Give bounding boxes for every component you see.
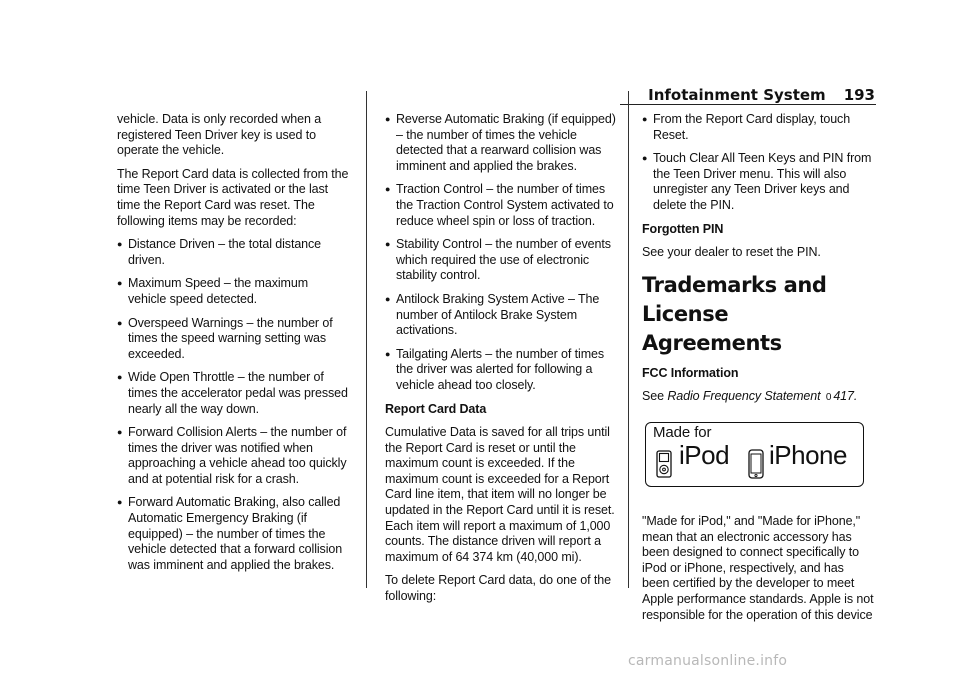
paragraph: Cumulative Data is saved for all trips until the Report Card is reset or until the maximum count is exceeded. If the maximum count is exceeded for a Report Card line item, that item will no longer be updated in the Report Card until it is reset. Each item will report a maximum of 1,000 counts. The distance driven will report a maximum of 64 374 km (40,000 mi). — [385, 425, 615, 564]
bullet-icon: ● — [117, 497, 123, 508]
bullet-icon: ● — [117, 427, 123, 438]
list-item: ● Stability Control – the number of events which required the use of electronic stability control. — [385, 237, 611, 283]
bullet-icon: ● — [117, 372, 123, 383]
paragraph: To delete Report Card data, do one of the following: — [385, 573, 611, 604]
bullet-icon: ● — [117, 278, 123, 289]
paragraph: vehicle. Data is only recorded when a registered Teen Driver key is used to operate the vehicle. — [117, 112, 322, 158]
list-item: ● Forward Collision Alerts – the number of times the driver was notified when approaching a vehicle ahead too quickly and at potential risk for a crash. — [117, 425, 347, 486]
recorded-items-list — [117, 237, 349, 573]
list-item: ● Touch Clear All Teen Keys and PIN from the Teen Driver menu. This will also unregister any Teen Driver keys and delete the PIN. — [642, 151, 872, 212]
list-item: ● From the Report Card display, touch Reset. — [642, 112, 851, 142]
bullet-icon: ● — [117, 239, 123, 250]
bullet-icon: ● — [385, 348, 391, 359]
bullet-icon: ● — [385, 293, 391, 304]
list-item: ● Tailgating Alerts – the number of times the driver was alerted for following a vehicle ahead too closely. — [385, 346, 605, 392]
column-3 — [642, 112, 874, 631]
column-1 — [117, 112, 349, 581]
page-header — [620, 84, 875, 106]
subheading-report-card-data: Report Card Data — [385, 401, 487, 416]
header-rule — [620, 104, 876, 105]
page-reference-number[interactable]: 417. — [833, 389, 858, 404]
list-item: ● Reverse Automatic Braking (if equipped) – the number of times the vehicle detected that a rearward collision was imminent and applied the brakes. — [385, 112, 616, 173]
logo-ipod-text: iPod — [679, 439, 730, 470]
section-heading: Trademarks and License Agreements — [642, 272, 827, 355]
page-reference-icon: 0 — [825, 392, 832, 404]
list-item: ● Wide Open Throttle – the number of times the accelerator pedal was pressed nearly all the way down. — [117, 370, 348, 416]
subheading-forgotten-pin: Forgotten PIN — [642, 221, 724, 236]
list-item: ● Antilock Braking System Active – The number of Antilock Brake System activations. — [385, 291, 600, 338]
logo-iphone-text: iPhone — [769, 439, 847, 470]
list-item: ● Overspeed Warnings – the number of times the speed warning setting was exceeded. — [117, 315, 333, 361]
section-title: Infotainment System — [648, 86, 826, 104]
bullet-icon: ● — [642, 153, 648, 164]
list-item: ● Forward Automatic Braking, also called Automatic Emergency Braking (if equipped) – the number of times the vehicle detected that a forward collision was imminent and applied the brakes. — [117, 495, 343, 572]
fcc-reference — [642, 389, 874, 406]
bullet-icon: ● — [117, 317, 123, 328]
watermark: carmanualsonline.info — [628, 653, 788, 669]
delete-options-list — [642, 112, 874, 214]
bullet-icon: ● — [642, 114, 648, 124]
made-for-ipod-iphone-logo — [645, 422, 864, 487]
ipod-device-icon — [656, 450, 672, 478]
logo-made-for-text: Made for — [653, 423, 712, 441]
bullet-icon: ● — [385, 184, 391, 195]
bullet-icon: ● — [385, 114, 391, 124]
column-divider-right — [628, 91, 629, 588]
subheading-fcc-information: FCC Information — [642, 365, 739, 380]
list-item: ● Maximum Speed – the maximum vehicle speed detected. — [117, 276, 309, 306]
column-2 — [385, 112, 617, 613]
paragraph: "Made for iPod," and "Made for iPhone," mean that an electronic accessory has been designed to connect specifically to iPod or iPhone, respectively, and has been certified by the developer to meet Apple performance standards. Apple is not responsible for the operation of this device — [642, 513, 874, 622]
list-item: ● Distance Driven – the total distance driven. — [117, 237, 322, 267]
bullet-icon: ● — [385, 239, 391, 250]
column-divider-left — [366, 91, 367, 588]
iphone-device-icon — [748, 449, 764, 479]
cross-reference-link[interactable]: Radio Frequency Statement — [667, 389, 821, 404]
see-label: See — [642, 389, 664, 404]
list-item: ● Traction Control – the number of times the Traction Control System activated to reduce wheel spin or loss of traction. — [385, 182, 614, 228]
recorded-items-list-continued — [385, 112, 617, 394]
paragraph: See your dealer to reset the PIN. — [642, 245, 821, 260]
paragraph: The Report Card data is collected from the time Teen Driver is activated or the last time the Report Card was reset. The following items may be recorded: — [117, 166, 349, 228]
page-number: 193 — [843, 86, 875, 104]
